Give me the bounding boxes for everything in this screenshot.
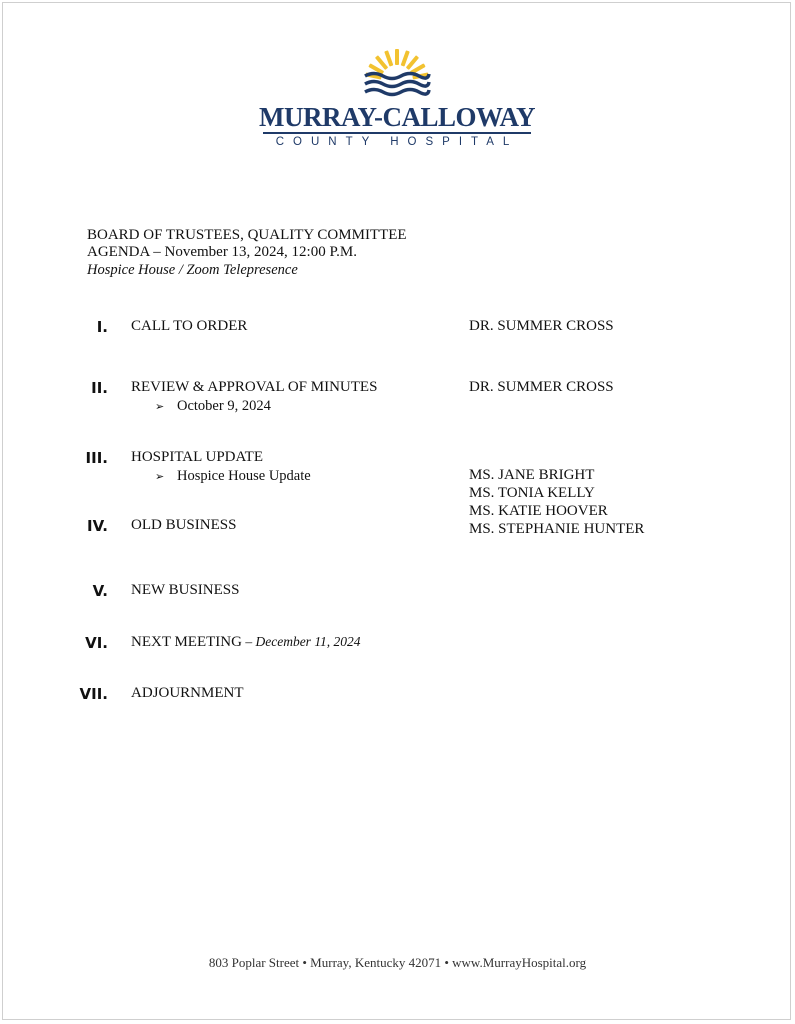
agenda-item-title: REVIEW & APPROVAL OF MINUTES: [131, 379, 378, 395]
item-number: IV.: [87, 517, 108, 535]
presenter: MS. TONIA KELLY: [469, 485, 595, 501]
item-number: VI.: [85, 634, 108, 652]
hospital-logo: [259, 47, 539, 159]
agenda-item-title: CALL TO ORDER: [131, 318, 248, 334]
sun-waves-icon: [362, 47, 432, 99]
presenter: MS. JANE BRIGHT: [469, 467, 595, 483]
footer-address: 803 Poplar Street • Murray, Kentucky 42071 • www.MurrayHospital.org: [208, 955, 587, 970]
logo-name: MURRAY-CALLOWAY: [259, 102, 536, 132]
document-page: [2, 2, 791, 1020]
committee-title: BOARD OF TRUSTEES, QUALITY COMMITTEE: [87, 227, 407, 243]
next-meeting-date: – December 11, 2024: [241, 634, 361, 649]
arrow-bullet-icon: ➢: [155, 400, 165, 413]
presenter: MS. KATIE HOOVER: [469, 503, 608, 519]
presenter: MS. STEPHANIE HUNTER: [469, 521, 645, 537]
arrow-bullet-icon: ➢: [155, 470, 165, 483]
meeting-location: Hospice House / Zoom Telepresence: [87, 262, 298, 278]
logo-divider: [263, 132, 531, 134]
item-number: II.: [91, 379, 108, 397]
presenter: DR. SUMMER CROSS: [469, 379, 614, 395]
sub-item-label: Hospice House Update: [177, 468, 311, 484]
sub-item: [155, 398, 271, 415]
item-number: V.: [92, 582, 108, 600]
logo-subtitle: COUNTY HOSPITAL: [275, 136, 519, 148]
sub-item-label: October 9, 2024: [177, 398, 271, 414]
agenda-item-title: NEW BUSINESS: [131, 582, 240, 598]
item-number: I.: [96, 318, 108, 336]
presenter: DR. SUMMER CROSS: [469, 318, 614, 334]
agenda-item-title: OLD BUSINESS: [131, 517, 237, 533]
agenda-item-title: HOSPITAL UPDATE: [131, 449, 263, 465]
agenda-date: AGENDA – November 13, 2024, 12:00 P.M.: [87, 244, 357, 260]
agenda-item-title: [131, 634, 361, 651]
item-number: VII.: [79, 685, 108, 703]
next-meeting-label: NEXT MEETING: [131, 634, 242, 650]
agenda-item-title: ADJOURNMENT: [131, 685, 244, 701]
item-number: III.: [85, 449, 108, 467]
sub-item: [155, 468, 311, 485]
